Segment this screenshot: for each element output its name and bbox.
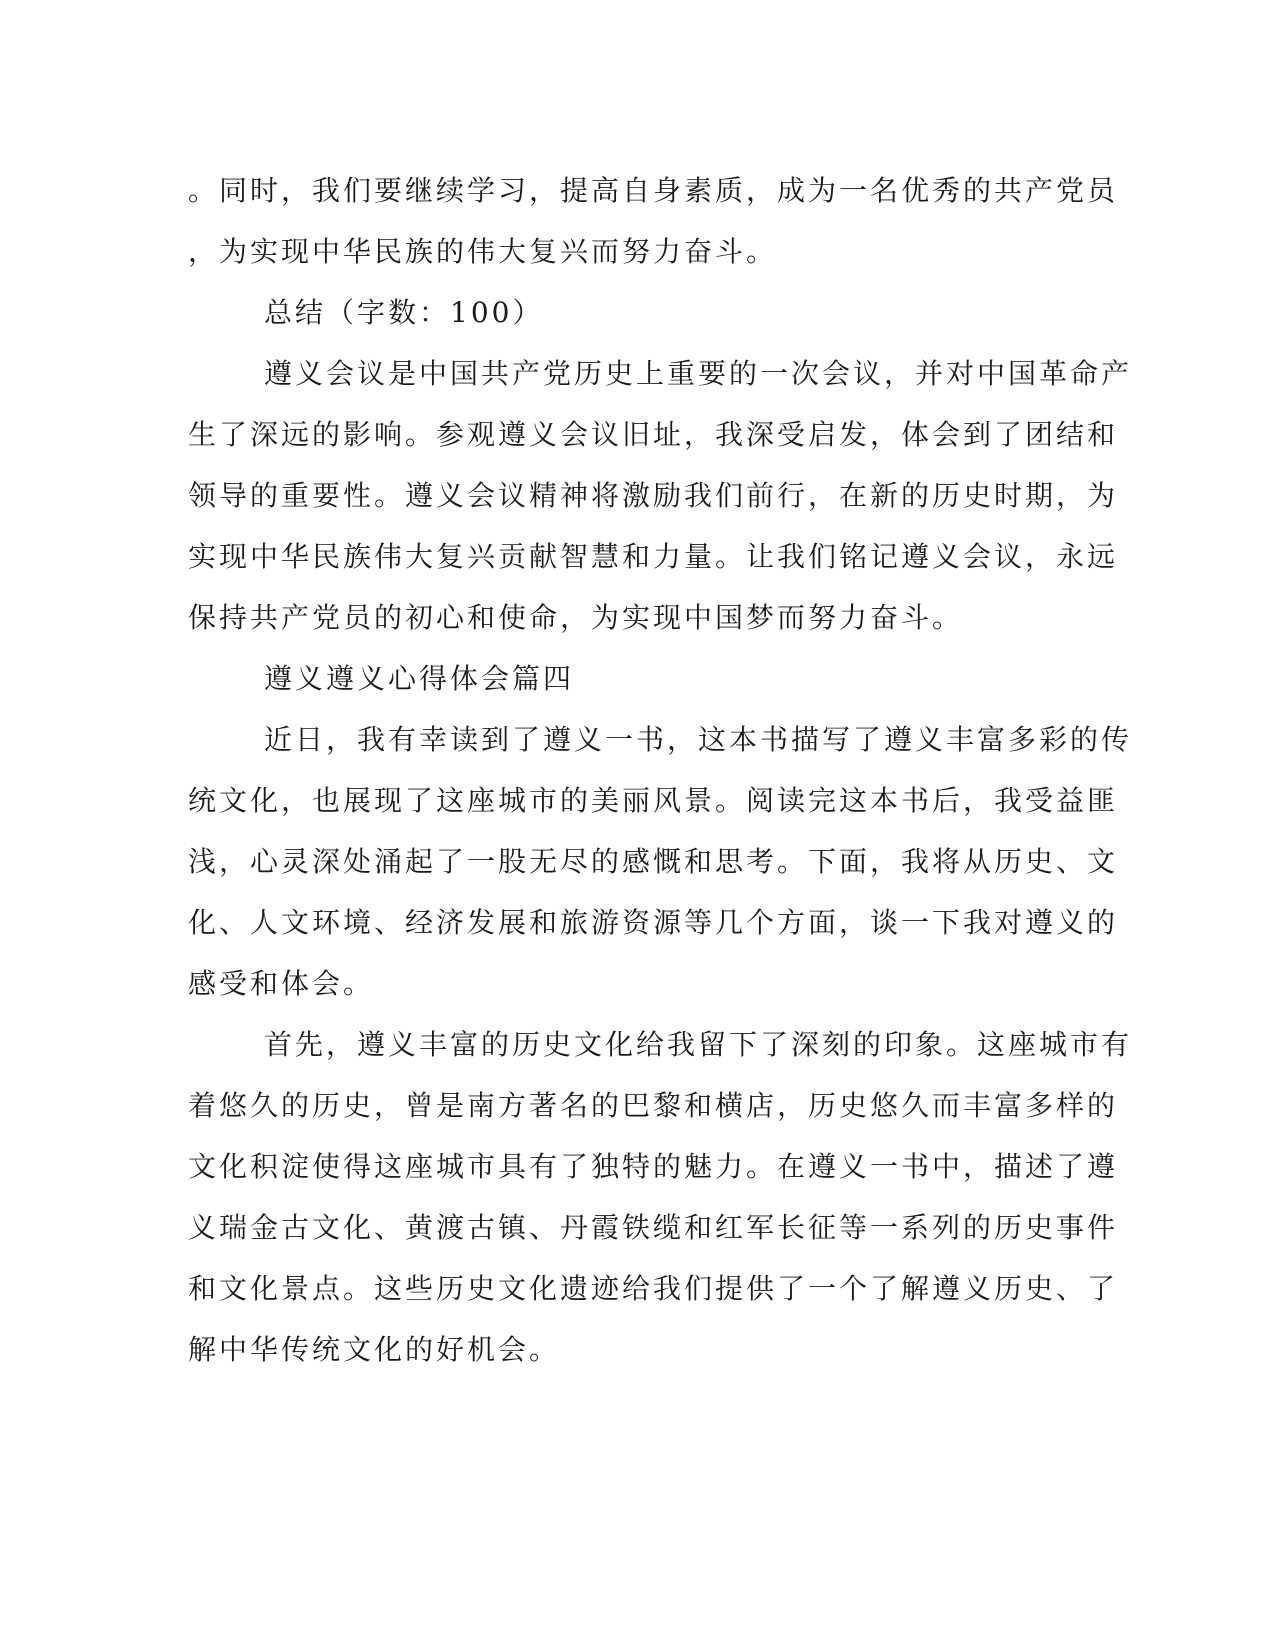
section-heading: 总结（字数：100） [264,296,544,329]
text-line: 感受和体会。 [188,967,375,1000]
text-line: 浅，心灵深处涌起了一股无尽的感慨和思考。下面，我将从历史、文 [188,845,1119,878]
text-line: 首先，遵义丰富的历史文化给我留下了深刻的印象。这座城市有 [264,1028,1133,1061]
text-line: 领导的重要性。遵义会议精神将激励我们前行，在新的历史时期，为 [188,479,1119,512]
text-line: 和文化景点。这些历史文化遗迹给我们提供了一个了解遵义历史、了 [188,1272,1119,1305]
text-line: 遵义会议是中国共产党历史上重要的一次会议，并对中国革命产 [264,357,1133,390]
text-line: 统文化，也展现了这座城市的美丽风景。阅读完这本书后，我受益匪 [188,784,1119,817]
text-line: 解中华传统文化的好机会。 [188,1333,561,1366]
text-line: 保持共产党员的初心和使命，为实现中国梦而努力奋斗。 [188,601,964,634]
document-body [188,160,1133,1380]
text-line: 义瑞金古文化、黄渡古镇、丹霞铁缆和红军长征等一系列的历史事件 [188,1211,1119,1244]
section-heading: 遵义遵义心得体会篇四 [264,662,575,695]
text-line: 着悠久的历史，曾是南方著名的巴黎和横店，历史悠久而丰富多样的 [188,1089,1119,1122]
text-line: 生了深远的影响。参观遵义会议旧址，我深受启发，体会到了团结和 [188,418,1119,451]
text-line: 化、人文环境、经济发展和旅游资源等几个方面，谈一下我对遵义的 [188,906,1119,939]
text-line: 实现中华民族伟大复兴贡献智慧和力量。让我们铭记遵义会议，永远 [188,540,1119,573]
text-line: 。同时，我们要继续学习，提高自身素质，成为一名优秀的共产党员 [188,174,1119,207]
text-line: ，为实现中华民族的伟大复兴而努力奋斗。 [188,235,778,268]
text-line: 文化积淀使得这座城市具有了独特的魅力。在遵义一书中，描述了遵 [188,1150,1119,1183]
text-line: 近日，我有幸读到了遵义一书，这本书描写了遵义丰富多彩的传 [264,723,1133,756]
